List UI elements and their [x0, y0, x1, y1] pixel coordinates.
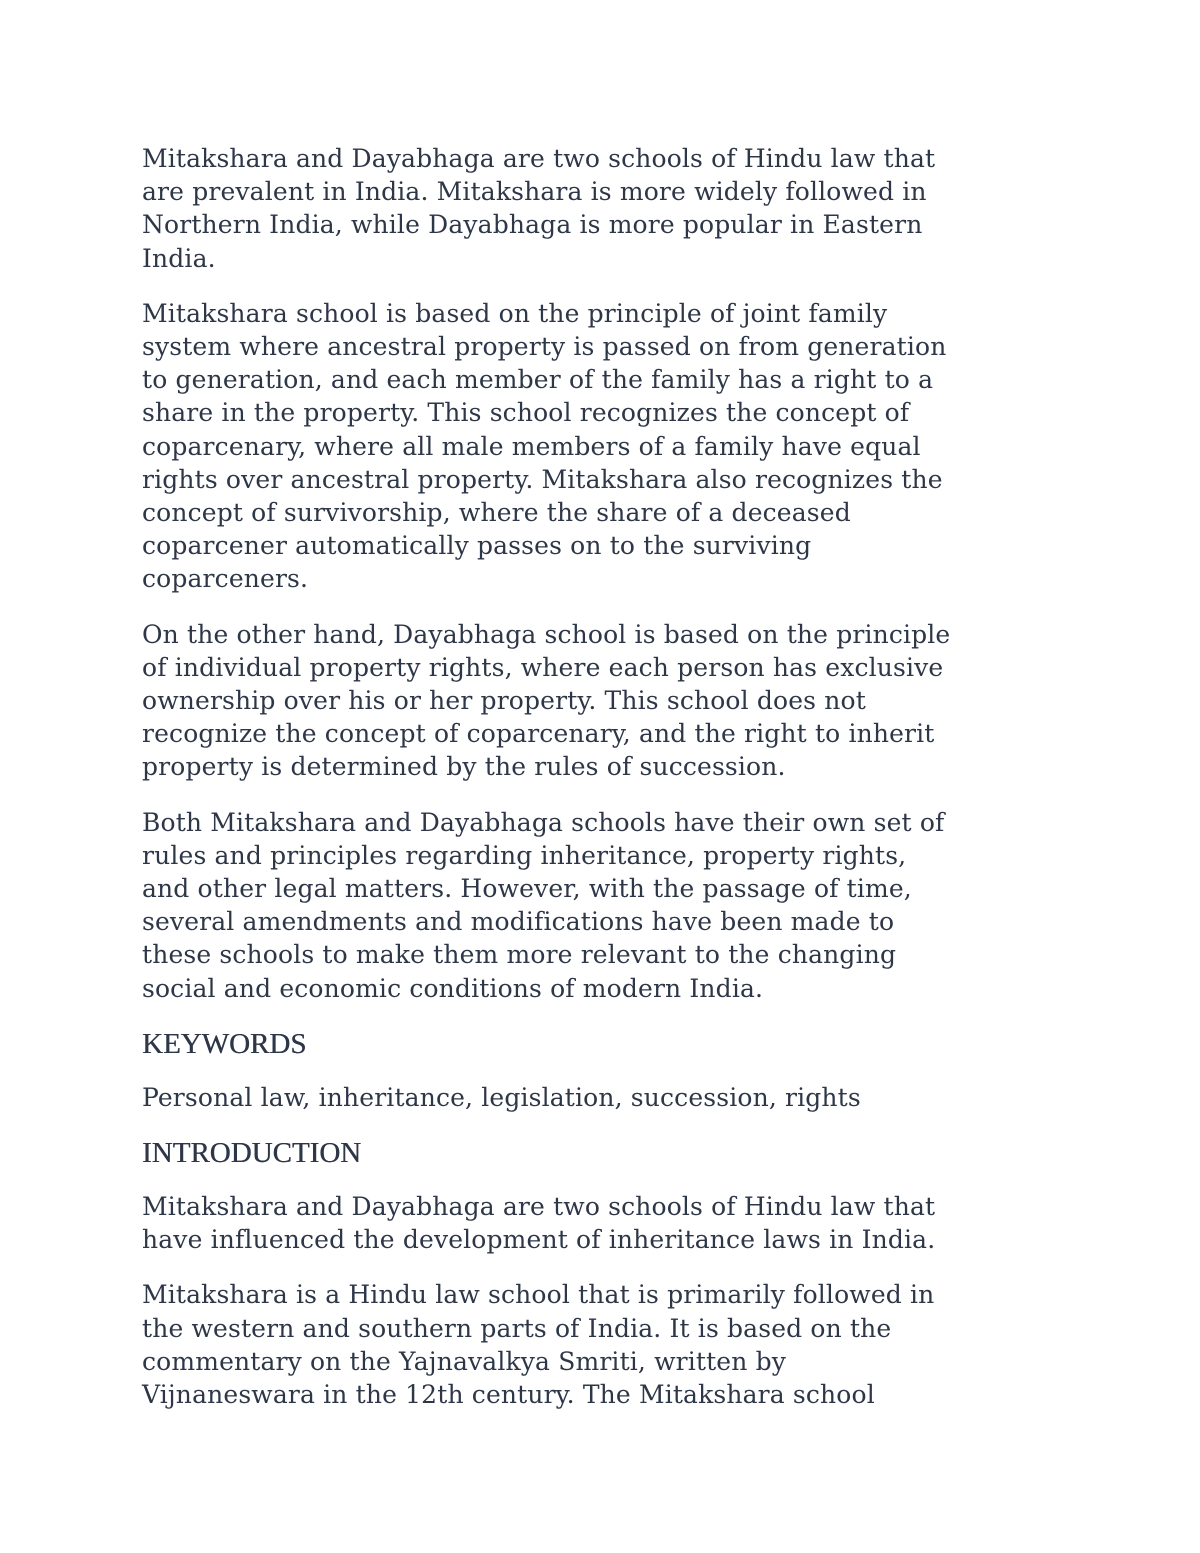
introduction-paragraph-2: Mitakshara is a Hindu law school that is primarily followed in the western and southern parts of India. It is based on the commentary on the Yajnavalkya Smriti, written by Vijnaneswara in the 12th century. The Mitakshara school [142, 1280, 935, 1410]
introduction-paragraph-1: Mitakshara and Dayabhaga are two schools of Hindu law that have influenced the development of inheritance laws in India. [142, 1192, 936, 1255]
keywords-heading: KEYWORDS [142, 1027, 307, 1060]
keywords-text: Personal law, inheritance, legislation, succession, rights [142, 1082, 861, 1112]
abstract-paragraph-3: On the other hand, Dayabhaga school is based on the principle of individual property rights, where each person has exclusive ownership over his or her property. This school does not recognize the concept of coparcenary, and the right to inherit property is determined by the rules of succession. [142, 619, 951, 782]
abstract-paragraph-2: Mitakshara school is based on the principle of joint family system where ancestral property is passed on from generation to generation, and each member of the family has a right to a share in the property. This school recognizes the concept of coparcenary, where all male members of a family have equal rights over ancestral property. Mitakshara also recognizes the concept of survivorship, where the share of a deceased coparcener automatically passes on to the surviving coparceners. [142, 298, 947, 594]
abstract-paragraph-1: Mitakshara and Dayabhaga are two schools of Hindu law that are prevalent in India. Mitakshara is more widely followed in Northern India, while Dayabhaga is more popular in Eastern India. [142, 144, 936, 273]
document-page [142, 142, 1072, 1433]
introduction-heading: INTRODUCTION [142, 1137, 362, 1170]
abstract-paragraph-4: Both Mitakshara and Dayabhaga schools have their own set of rules and principles regarding inheritance, property rights, and other legal matters. However, with the passage of time, several amendments and modifications have been made to these schools to make them more relevant to the changing social and economic conditions of modern India. [142, 807, 945, 1003]
